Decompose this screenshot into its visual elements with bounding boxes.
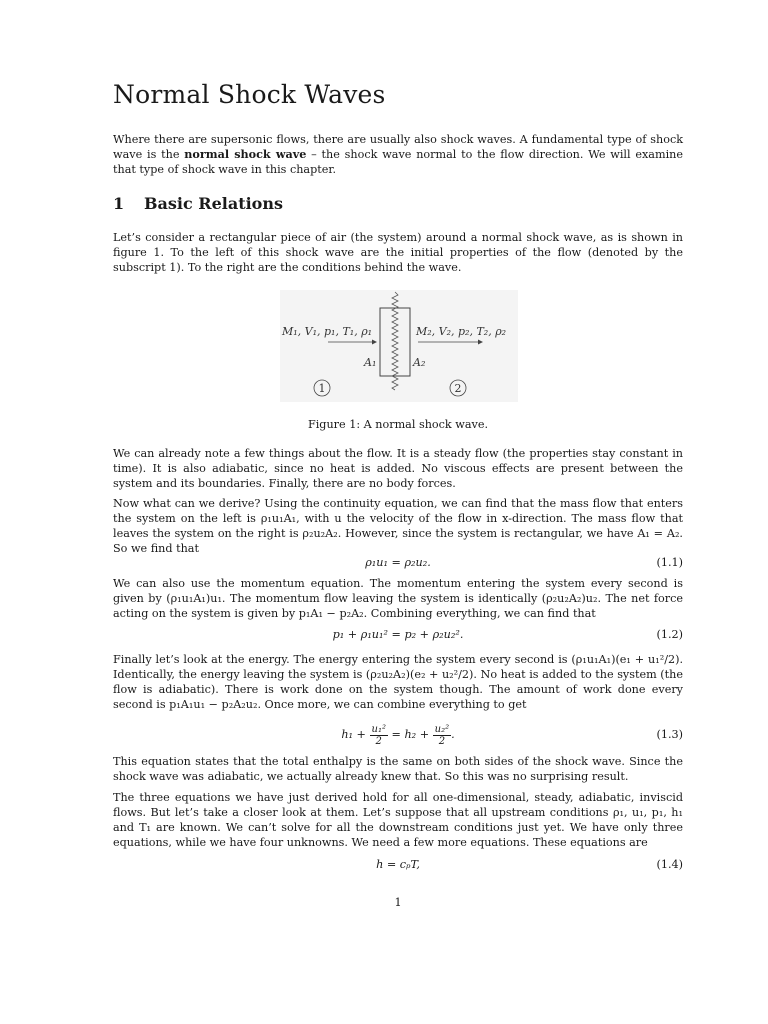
energy-text: Finally let’s look at the energy. The energy entering the system every second is (ρ₁u₁A₁)(e₁ + u₁²/2). Identically, the energy leaving the system is (ρ₂u₂A₂)(e₂ + u₂²/2). No heat is added to the system (the flow is adiabatic). There is work done on the system though. The amount of work done every second is p₁A₁u₁ − p₂A₂u₂. Once more, we can combine everything to get: [113, 653, 683, 711]
equation-1-1: [113, 556, 683, 572]
eq3-rhs-h: = h₂ +: [391, 728, 430, 741]
eq3-fraction-right: [433, 724, 451, 747]
three-equations-paragraph: [113, 790, 683, 850]
area-left-label: A₁: [364, 356, 377, 369]
area-right-label: A₂: [413, 356, 426, 369]
intro-paragraph: [113, 132, 683, 177]
shock-wave-line: [392, 292, 398, 390]
three-equations-text: The three equations we have just derived hold for all one-dimensional, steady, adiabatic, inviscid flows. But let’s take a closer look at them. Let’s suppose that all upstream conditions ρ₁, u₁, p₁, h₁ and T₁ are known. We can’t solve for all the downstream conditions just yet. We have only three equations, while we have four unknowns. We need a few more equations. These equations are: [113, 791, 683, 849]
equation-1-2: [113, 628, 683, 644]
equation-1-3: [113, 722, 683, 752]
eq3-numerator-left: u₁²: [371, 723, 386, 735]
figure-intro-paragraph: [113, 230, 683, 275]
eq3-fraction-left: [370, 724, 388, 747]
equation-1-4: [113, 858, 683, 874]
eq3-period: .: [451, 728, 455, 741]
eq3-denominator-right: 2: [438, 735, 446, 747]
equation-1-2-body: p₁ + ρ₁u₁² = p₂ + ρ₂u₂².: [332, 628, 464, 641]
eq3-numerator-right: u₂²: [434, 723, 450, 735]
equation-1-2-number: (1.2): [656, 628, 683, 641]
shock-wave-figure: [280, 290, 518, 402]
momentum-text: We can also use the momentum equation. The momentum entering the system every second is given by (ρ₁u₁A₁)u₁. The momentum flow leaving the system is identically (ρ₂u₂A₂)u₂. The net force acting on the system is given by p₁A₁ − p₂A₂. Combining everything, we can find that: [113, 577, 683, 620]
steady-flow-paragraph: [113, 446, 683, 491]
inflow-arrowhead: [372, 340, 377, 345]
outflow-arrowhead: [478, 340, 483, 345]
equation-1-3-number: (1.3): [656, 728, 683, 741]
enthalpy-paragraph: [113, 754, 683, 784]
region-2-label: 2: [454, 382, 462, 395]
equation-1-1-number: (1.1): [656, 556, 683, 569]
equation-1-4-number: (1.4): [656, 858, 683, 871]
momentum-paragraph: [113, 576, 683, 621]
region-1-label: 1: [318, 382, 326, 395]
section-heading: [113, 194, 283, 213]
downstream-label: M₂, V₂, p₂, T₂, ρ₂: [416, 325, 507, 338]
equation-1-3-body: [113, 722, 683, 748]
figure-intro-text: Let’s consider a rectangular piece of air (the system) around a normal shock wave, as is shown in figure 1. To the left of this shock wave are the initial properties of the flow (denoted by the subscript 1). To the right are the conditions behind the wave.: [113, 231, 683, 274]
energy-paragraph: [113, 652, 683, 712]
steady-flow-text: We can already note a few things about the flow. It is a steady flow (the properties stay constant in time). It is also adiabatic, since no heat is added. No viscous effects are present between the system and its boundaries. Finally, there are no body forces.: [113, 447, 683, 490]
enthalpy-text: This equation states that the total enthalpy is the same on both sides of the shock wave. Since the shock wave was adiabatic, we actually already knew that. So this was no surprising result.: [113, 755, 683, 783]
section-number: 1: [113, 194, 125, 213]
intro-text-before: Where there are supersonic flows, there are usually also shock waves. A fundamental type of shock wave is the: [113, 133, 683, 161]
shock-wave-diagram: [280, 290, 518, 402]
section-title: Basic Relations: [144, 194, 283, 213]
continuity-text: Now what can we derive? Using the continuity equation, we can find that the mass flow that enters the system on the left is ρ₁u₁A₁, with u the velocity of the flow in x-direction. The mass flow that leaves the system on the right is ρ₂u₂A₂. However, since the system is rectangular, we have A₁ = A₂. So we find that: [113, 497, 683, 555]
page-title: Normal Shock Waves: [113, 80, 386, 109]
equation-1-4-body: h = cₚT,: [376, 858, 420, 871]
eq3-lhs-h: h₁ +: [341, 728, 366, 741]
intro-text-after: – the shock wave normal to the flow direction. We will examine that type of shock wave in this chapter.: [113, 148, 683, 176]
figure-caption: Figure 1: A normal shock wave.: [307, 418, 489, 431]
intro-bold-term: normal shock wave: [184, 147, 307, 161]
equation-1-1-body: ρ₁u₁ = ρ₂u₂.: [365, 556, 431, 569]
continuity-paragraph: [113, 496, 683, 556]
eq3-denominator-left: 2: [375, 735, 382, 747]
page-number: 1: [394, 896, 402, 909]
upstream-label: M₁, V₁, p₁, T₁, ρ₁: [282, 325, 373, 338]
